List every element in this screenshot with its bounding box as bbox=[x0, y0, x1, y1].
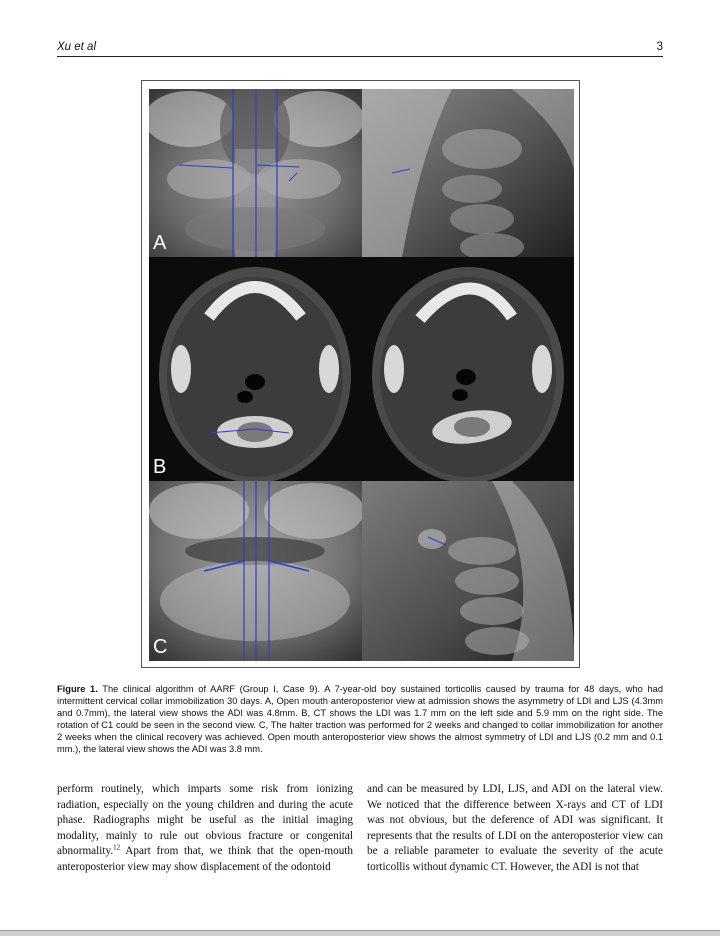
panel-b-ct-left bbox=[149, 257, 362, 481]
panel-label-a: A bbox=[153, 232, 167, 254]
panel-a-ap-xray bbox=[149, 89, 362, 257]
panel-a-lateral-xray bbox=[362, 89, 574, 257]
caption-label: Figure 1. bbox=[57, 684, 98, 694]
figure-1 bbox=[141, 80, 580, 668]
body-left-text-a: perform routinely, which imparts some risk from ionizing radiation, especially on the young children and during the acute phase. Radiographs might be useful as the initial imaging modality, mainly to rule out obvious fracture or congenital abnormality. bbox=[57, 783, 353, 857]
page-number: 3 bbox=[656, 41, 663, 53]
body-right-column: and can be measured by LDI, LJS, and ADI on the lateral view. We noticed that the difference between X-rays and CT of LDI was not obvious, but the deference of ADI was significant. It represents that the results of LDI on the anteroposterior view can be a reliable parameter to evaluate the severity of the acute torticollis without dynamic CT. However, the ADI is not that bbox=[367, 783, 663, 873]
panel-label-b: B bbox=[153, 456, 167, 478]
running-author: Xu et al bbox=[57, 41, 96, 53]
body-left-column bbox=[57, 782, 353, 875]
panel-b-ct-right bbox=[362, 257, 574, 481]
panel-label-c: C bbox=[153, 636, 168, 658]
figure-caption bbox=[57, 683, 663, 756]
panel-c-lateral-xray bbox=[362, 481, 574, 661]
viewer-bottom-edge bbox=[0, 930, 720, 936]
panel-c-ap-xray bbox=[149, 481, 362, 661]
body-left-text-b: Apart from that, we think that the open-mouth anteroposterior view may show displacement of the odontoid bbox=[57, 845, 353, 873]
header-rule bbox=[57, 56, 663, 57]
citation-superscript: 12 bbox=[113, 843, 121, 852]
caption-text: The clinical algorithm of AARF (Group I, Case 9). A 7-year-old boy sustained torticollis caused by trauma for 48 days, who had intermittent cervical collar immobilization 30 days. A, Open mouth anteroposterior view at admission shows the asymmetry of LDI and LJS (4.3mm and 0.7mm), the lateral view shows the ADI was 4.8mm. B, CT shows the LDI was 1.7 mm on the left side and 5.9 mm on the right side. The rotation of C1 could be seen in the second view. C, The halter traction was performed for 2 weeks and changed to collar immobilization for another 2 weeks when the clinical recovery was achieved. Open mouth anteroposterior view shows the almost symmetry of LDI and LJS (0.2 mm and 0.1 mm.), the lateral view shows the ADI was 3.8 mm. bbox=[57, 684, 663, 755]
